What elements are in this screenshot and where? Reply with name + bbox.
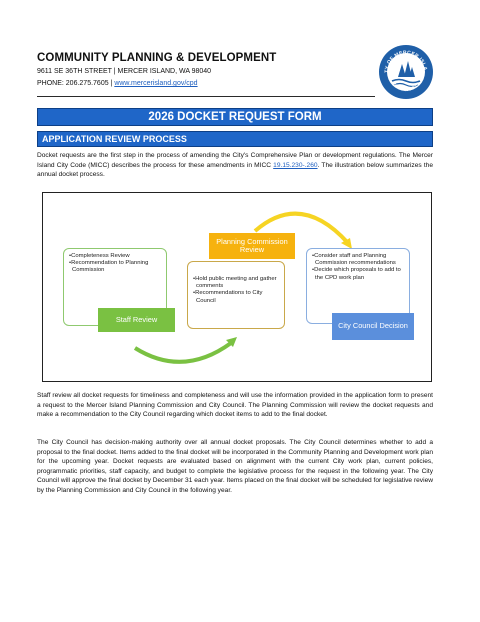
city-council-decision-label: City Council Decision <box>332 313 414 340</box>
planning-commission-review-label: Planning Commission Review <box>209 233 295 259</box>
phone-text: PHONE: 206.275.7605 | <box>37 80 115 87</box>
city-seal-logo <box>378 44 434 100</box>
micc-link[interactable]: 19.15.230-.260 <box>273 161 318 169</box>
intro-text-2: . The illustration below summarizes the annual docket process. <box>37 161 433 179</box>
arrow-staff-to-planning <box>135 343 231 362</box>
list-item: •Hold public meeting and gather comments <box>193 276 277 290</box>
seal-top-text: TY OF MERCER ISLA <box>383 49 428 73</box>
list-item: •Decide which proposals to add to the CPD work plan <box>312 267 401 281</box>
org-address: 9611 SE 36TH STREET | MERCER ISLAND, WA 98040 <box>37 68 212 75</box>
website-link[interactable]: www.mercerisland.gov/cpd <box>114 80 198 87</box>
header-divider <box>37 96 375 97</box>
seal-bottom-text: WASHINGTON <box>391 81 421 93</box>
list-item: •Recommendations to City Council <box>193 290 263 304</box>
staff-review-label: Staff Review <box>98 308 175 332</box>
intro-paragraph <box>37 151 433 180</box>
org-title: COMMUNITY PLANNING & DEVELOPMENT <box>37 52 277 64</box>
stage-planning-review-box <box>187 261 285 329</box>
org-contact <box>37 80 198 87</box>
docket-process-diagram <box>42 192 432 382</box>
staff-review-paragraph: Staff review all docket requests for timeliness and completeness and will use the information provided in the application form to present a request to the Mercer Island Planning Commission and City Council. The Planning Commission will review the docket requests and make a recommendation to the City Council regarding which docket items to add to the final docket. <box>37 392 433 419</box>
list-item: •Consider staff and Planning Commission recommendations <box>312 253 396 267</box>
council-authority-paragraph: The City Council has decision-making authority over all annual docket proposals. The City Council determines whether to add a proposal to the final docket. Items added to the final docket will be incorporated in the Community Planning and Development work plan for the upcoming year. Docket requests are evaluated based on alignment with the current City work plan, current policies, programmatic priorities, staff capacity, and budget to complete the legislative process for the request in the following year. The City Council will approve the final docket by December 31 each year. Items placed on the final docket will be scheduled for legislative review by the Planning Commission and City Council in the following year. <box>37 439 433 494</box>
form-title-banner: 2026 DOCKET REQUEST FORM <box>37 108 433 126</box>
list-item: •Recommendation to Planning Commission <box>69 260 149 274</box>
intro-text-1: Docket requests are the first step in the process of amending the City's Comprehensive Plan or development regulations. The Mercer Island City Code (MICC) describes the process for these amendments in MICC <box>37 152 433 169</box>
list-item: •Completeness Review <box>69 253 130 259</box>
section-title-banner: APPLICATION REVIEW PROCESS <box>37 131 433 147</box>
